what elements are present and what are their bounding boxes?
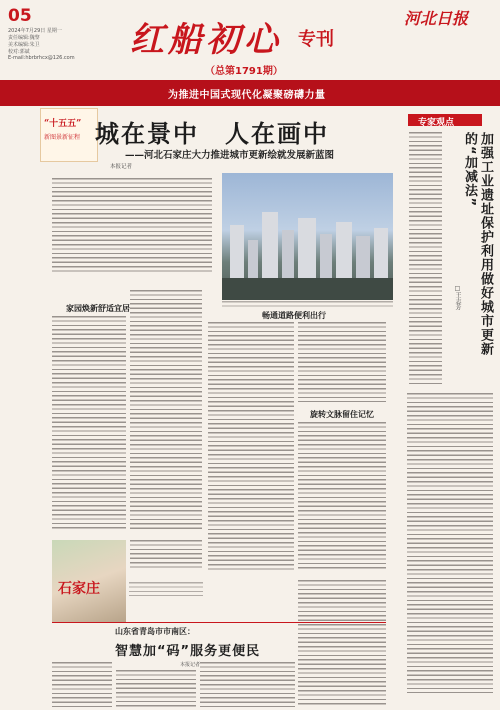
publication-title: 红船初心 [130, 20, 282, 60]
bottom-kicker: 山东省青岛市市南区： [115, 627, 195, 636]
article-column [130, 540, 202, 570]
photo-sign-text: 石家庄 [58, 581, 100, 597]
sidebar-title: 加强工业遗址保护利用做好城市更新的“加减法” [462, 132, 493, 356]
newspaper-logo: 河北日报 [404, 9, 469, 28]
main-subheadline: ——河北石家庄大力推进城市更新绘就发展新蓝图 [125, 150, 335, 161]
title-suffix: 专刊 [298, 29, 334, 50]
lead-paragraph [52, 178, 212, 273]
section-heading: 旋转文脉留住记忆 [310, 410, 374, 419]
article-column [208, 322, 294, 570]
article-column [298, 422, 386, 570]
main-headline: 城在景中 人在画中 [95, 120, 329, 148]
article-column [200, 662, 295, 707]
section-heading: 家园焕新舒适宜居 [66, 304, 130, 313]
sidebar-author: □王志芳 [454, 285, 461, 310]
sidebar-intro [409, 132, 442, 387]
article-column [52, 662, 112, 707]
badge-line-2: 新图景新征程 [44, 134, 81, 141]
main-byline: 本报记者 [110, 164, 138, 170]
article-column [52, 316, 126, 531]
article-column [116, 670, 196, 707]
photo-caption [129, 582, 203, 596]
meta-line: 美术编辑:朱卫 [8, 42, 40, 48]
issue-number: （总第1791期） [205, 66, 283, 77]
meta-line: 责任编辑:魏黎 [8, 35, 40, 41]
meta-line: E-mail:hbrbrhcx@126.com [8, 55, 75, 61]
article-column [130, 290, 202, 530]
meta-line: 校对:郭斌 [8, 49, 30, 55]
meta-line: 2024年7月29日 星期一 [8, 28, 62, 34]
bottom-headline: 智慧加“码”服务更便民 [115, 644, 261, 659]
expert-label: 专家观点 [418, 118, 455, 128]
city-skyline-photo [222, 173, 393, 300]
section-heading: 畅通道路便利出行 [262, 311, 326, 320]
banner-text: 为推进中国式现代化凝聚磅礴力量 [168, 90, 326, 101]
bottom-byline: 本报记者 [180, 662, 201, 668]
page-number: 05 [8, 6, 32, 26]
sidebar-body [407, 393, 493, 693]
photo-caption [222, 301, 393, 307]
article-column [298, 322, 386, 402]
badge-line-1: “十五五” [44, 119, 82, 129]
article-column [298, 580, 386, 707]
